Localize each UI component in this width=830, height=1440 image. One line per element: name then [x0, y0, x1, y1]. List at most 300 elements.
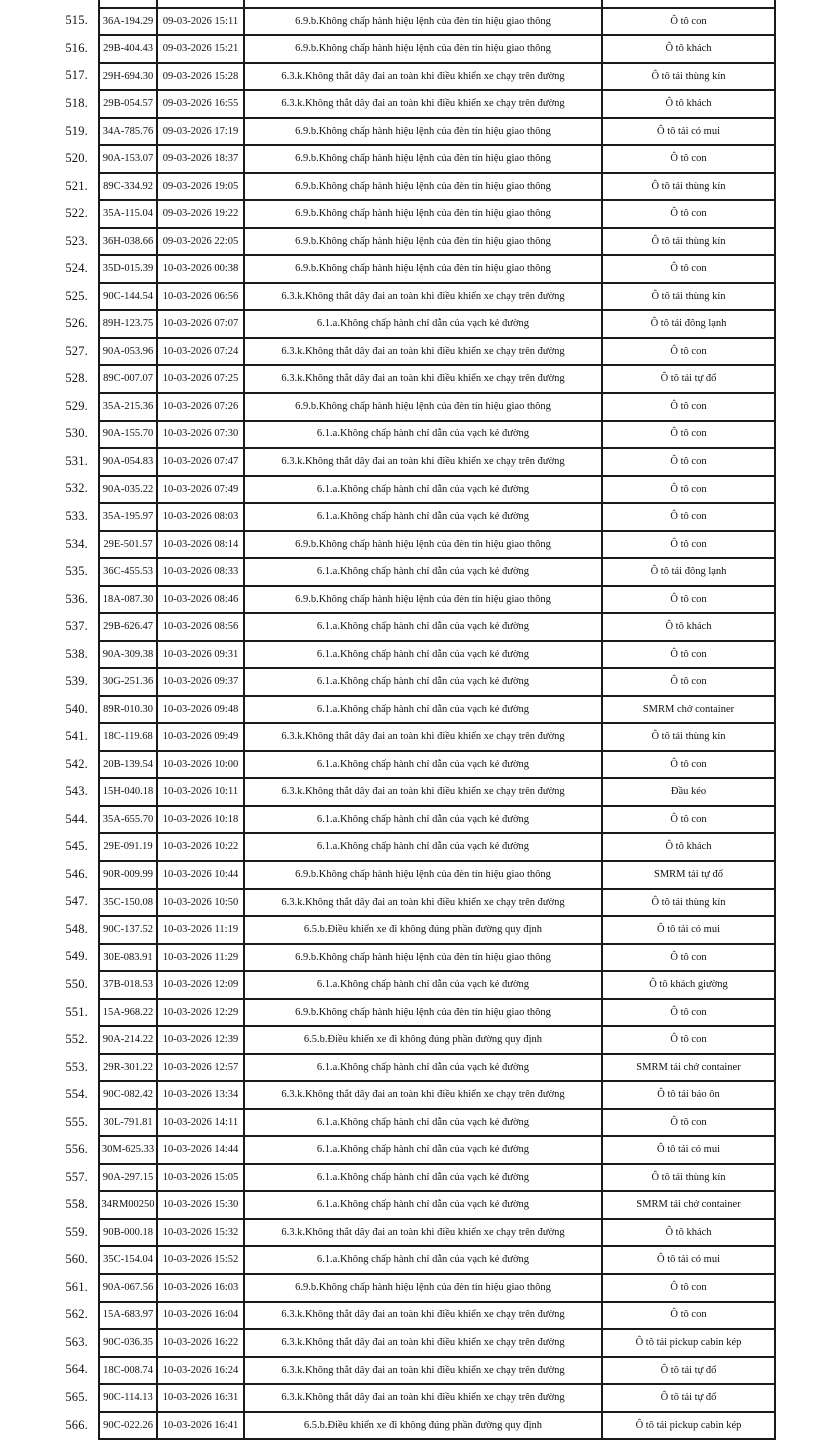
row-number: 563. — [0, 1329, 99, 1357]
table-row — [0, 613, 775, 641]
violation-description: 6.1.a.Không chấp hành chỉ dẫn của vạch kẻ đường — [244, 476, 602, 504]
violation-datetime: 10-03-2026 11:19 — [157, 916, 244, 944]
license-plate: 29E-091.19 — [99, 833, 157, 861]
table-row — [0, 145, 775, 173]
vehicle-type: Ô tô tải tự đổ — [602, 365, 775, 393]
license-plate: 89H-123.75 — [99, 310, 157, 338]
vehicle-type: Ô tô con — [602, 586, 775, 614]
table-row — [0, 944, 775, 972]
vehicle-type: Ô tô khách — [602, 613, 775, 641]
violation-description: 6.5.b.Điều khiển xe đi không đúng phần đường quy định — [244, 1412, 602, 1440]
violation-description: 6.9.b.Không chấp hành hiệu lệnh của đèn tín hiệu giao thông — [244, 255, 602, 283]
violation-description: 6.1.a.Không chấp hành chỉ dẫn của vạch kẻ đường — [244, 833, 602, 861]
vehicle-type: Ô tô tải đông lạnh — [602, 310, 775, 338]
vehicle-type: Ô tô tải thùng kín — [602, 228, 775, 256]
row-number — [0, 0, 99, 8]
violation-datetime: 10-03-2026 00:38 — [157, 255, 244, 283]
vehicle-type: Ô tô con — [602, 1109, 775, 1137]
violation-description: 6.1.a.Không chấp hành chỉ dẫn của vạch kẻ đường — [244, 641, 602, 669]
violation-datetime: 10-03-2026 14:11 — [157, 1109, 244, 1137]
violation-description: 6.9.b.Không chấp hành hiệu lệnh của đèn tín hiệu giao thông — [244, 173, 602, 201]
row-number: 560. — [0, 1246, 99, 1274]
license-plate: 35C-150.08 — [99, 889, 157, 917]
clipped-previous-row — [0, 0, 775, 8]
table-row — [0, 971, 775, 999]
violation-datetime: 10-03-2026 10:18 — [157, 806, 244, 834]
row-number: 548. — [0, 916, 99, 944]
table-row — [0, 696, 775, 724]
violation-datetime: 10-03-2026 12:57 — [157, 1054, 244, 1082]
row-number: 535. — [0, 558, 99, 586]
row-number: 520. — [0, 145, 99, 173]
table-row — [0, 1384, 775, 1412]
table-row — [0, 531, 775, 559]
violation-datetime: 10-03-2026 07:49 — [157, 476, 244, 504]
violation-description: 6.9.b.Không chấp hành hiệu lệnh của đèn tín hiệu giao thông — [244, 1274, 602, 1302]
table-row — [0, 806, 775, 834]
table-row — [0, 310, 775, 338]
table-row — [0, 751, 775, 779]
violation-datetime: 09-03-2026 15:11 — [157, 8, 244, 36]
vehicle-type: Ô tô con — [602, 1026, 775, 1054]
table-row — [0, 1191, 775, 1219]
violation-description: 6.1.a.Không chấp hành chỉ dẫn của vạch kẻ đường — [244, 310, 602, 338]
violation-datetime: 10-03-2026 16:22 — [157, 1329, 244, 1357]
violation-datetime: 10-03-2026 12:09 — [157, 971, 244, 999]
row-number: 552. — [0, 1026, 99, 1054]
license-plate: 35A-115.04 — [99, 200, 157, 228]
vehicle-type: Ô tô khách — [602, 35, 775, 63]
violation-description: 6.9.b.Không chấp hành hiệu lệnh của đèn tín hiệu giao thông — [244, 8, 602, 36]
license-plate: 90A-035.22 — [99, 476, 157, 504]
violation-description: 6.3.k.Không thắt dây đai an toàn khi điều khiển xe chạy trên đường — [244, 1329, 602, 1357]
vehicle-type: Ô tô con — [602, 503, 775, 531]
vehicle-type: Ô tô tải pickup cabin kép — [602, 1412, 775, 1440]
table-row — [0, 668, 775, 696]
row-number: 561. — [0, 1274, 99, 1302]
violation-datetime: 10-03-2026 09:49 — [157, 723, 244, 751]
violation-description: 6.3.k.Không thắt dây đai an toàn khi điều khiển xe chạy trên đường — [244, 1357, 602, 1385]
license-plate: 35A-215.36 — [99, 393, 157, 421]
license-plate: 29B-404.43 — [99, 35, 157, 63]
vehicle-type: SMRM tải chở container — [602, 1054, 775, 1082]
vehicle-type: Ô tô con — [602, 806, 775, 834]
violation-datetime: 10-03-2026 07:25 — [157, 365, 244, 393]
vehicle-type: Ô tô con — [602, 1302, 775, 1330]
table-row — [0, 833, 775, 861]
violation-description: 6.3.k.Không thắt dây đai an toàn khi điều khiển xe chạy trên đường — [244, 90, 602, 118]
table-row — [0, 393, 775, 421]
vehicle-type: Ô tô con — [602, 1274, 775, 1302]
row-number: 532. — [0, 476, 99, 504]
violation-description: 6.3.k.Không thắt dây đai an toàn khi điều khiển xe chạy trên đường — [244, 283, 602, 311]
row-number: 547. — [0, 889, 99, 917]
table-row — [0, 338, 775, 366]
row-number: 531. — [0, 448, 99, 476]
vehicle-type: Ô tô con — [602, 421, 775, 449]
row-number: 523. — [0, 228, 99, 256]
vehicle-type: Ô tô khách giường — [602, 971, 775, 999]
violation-datetime: 10-03-2026 08:56 — [157, 613, 244, 641]
violation-datetime: 10-03-2026 10:22 — [157, 833, 244, 861]
violation-datetime: 10-03-2026 15:05 — [157, 1164, 244, 1192]
vehicle-type: Ô tô con — [602, 145, 775, 173]
table-row — [0, 1136, 775, 1164]
row-number: 565. — [0, 1384, 99, 1412]
violation-description: 6.1.a.Không chấp hành chỉ dẫn của vạch kẻ đường — [244, 1191, 602, 1219]
vehicle-type: Ô tô tải pickup cabin kép — [602, 1329, 775, 1357]
violation-datetime: 10-03-2026 09:37 — [157, 668, 244, 696]
license-plate: 18A-087.30 — [99, 586, 157, 614]
table-row — [0, 916, 775, 944]
license-plate: 29H-694.30 — [99, 63, 157, 91]
violation-description: 6.1.a.Không chấp hành chỉ dẫn của vạch kẻ đường — [244, 503, 602, 531]
row-number: 557. — [0, 1164, 99, 1192]
violation-datetime: 10-03-2026 06:56 — [157, 283, 244, 311]
row-number: 534. — [0, 531, 99, 559]
license-plate: 90A-053.96 — [99, 338, 157, 366]
vehicle-type: Ô tô tải có mui — [602, 1246, 775, 1274]
license-plate: 89R-010.30 — [99, 696, 157, 724]
license-plate: 90B-000.18 — [99, 1219, 157, 1247]
row-number: 545. — [0, 833, 99, 861]
license-plate: 90R-009.99 — [99, 861, 157, 889]
table-row — [0, 228, 775, 256]
vehicle-type: Ô tô tải đông lạnh — [602, 558, 775, 586]
violation-datetime: 10-03-2026 16:04 — [157, 1302, 244, 1330]
violation-datetime: 10-03-2026 11:29 — [157, 944, 244, 972]
row-number: 542. — [0, 751, 99, 779]
row-number: 515. — [0, 8, 99, 36]
license-plate: 90C-082.42 — [99, 1081, 157, 1109]
violation-datetime: 10-03-2026 15:32 — [157, 1219, 244, 1247]
table-row — [0, 641, 775, 669]
row-number: 530. — [0, 421, 99, 449]
vehicle-type: Ô tô khách — [602, 833, 775, 861]
license-plate: 29E-501.57 — [99, 531, 157, 559]
violation-datetime — [157, 0, 244, 8]
license-plate: 29B-626.47 — [99, 613, 157, 641]
row-number: 550. — [0, 971, 99, 999]
row-number: 536. — [0, 586, 99, 614]
violation-description: 6.3.k.Không thắt dây đai an toàn khi điều khiển xe chạy trên đường — [244, 1219, 602, 1247]
license-plate: 18C-119.68 — [99, 723, 157, 751]
vehicle-type: Ô tô khách — [602, 1219, 775, 1247]
row-number: 539. — [0, 668, 99, 696]
violation-datetime: 10-03-2026 10:50 — [157, 889, 244, 917]
violation-datetime: 10-03-2026 10:44 — [157, 861, 244, 889]
table-row — [0, 1412, 775, 1440]
violation-description: 6.1.a.Không chấp hành chỉ dẫn của vạch kẻ đường — [244, 1246, 602, 1274]
violation-description: 6.9.b.Không chấp hành hiệu lệnh của đèn tín hiệu giao thông — [244, 228, 602, 256]
table-row — [0, 283, 775, 311]
license-plate: 90A-297.15 — [99, 1164, 157, 1192]
license-plate: 30M-625.33 — [99, 1136, 157, 1164]
vehicle-type: Ô tô con — [602, 200, 775, 228]
row-number: 516. — [0, 35, 99, 63]
license-plate: 35A-195.97 — [99, 503, 157, 531]
row-number: 543. — [0, 778, 99, 806]
row-number: 541. — [0, 723, 99, 751]
violation-description: 6.9.b.Không chấp hành hiệu lệnh của đèn tín hiệu giao thông — [244, 145, 602, 173]
table-row — [0, 558, 775, 586]
table-row — [0, 723, 775, 751]
vehicle-type: Ô tô tải thùng kín — [602, 173, 775, 201]
violation-description: 6.1.a.Không chấp hành chỉ dẫn của vạch kẻ đường — [244, 696, 602, 724]
table-row — [0, 8, 775, 36]
violation-datetime: 10-03-2026 07:24 — [157, 338, 244, 366]
violation-description: 6.1.a.Không chấp hành chỉ dẫn của vạch kẻ đường — [244, 668, 602, 696]
license-plate: 90C-036.35 — [99, 1329, 157, 1357]
violation-description: 6.1.a.Không chấp hành chỉ dẫn của vạch kẻ đường — [244, 806, 602, 834]
row-number: 517. — [0, 63, 99, 91]
violation-description: 6.3.k.Không thắt dây đai an toàn khi điều khiển xe chạy trên đường — [244, 365, 602, 393]
table-row — [0, 1274, 775, 1302]
vehicle-type — [602, 0, 775, 8]
violation-description: 6.9.b.Không chấp hành hiệu lệnh của đèn tín hiệu giao thông — [244, 35, 602, 63]
vehicle-type: Ô tô tải có mui — [602, 916, 775, 944]
violation-datetime: 09-03-2026 15:21 — [157, 35, 244, 63]
violation-description: 6.3.k.Không thắt dây đai an toàn khi điều khiển xe chạy trên đường — [244, 338, 602, 366]
license-plate — [99, 0, 157, 8]
violation-description: 6.5.b.Điều khiển xe đi không đúng phần đường quy định — [244, 1026, 602, 1054]
license-plate: 90A-067.56 — [99, 1274, 157, 1302]
violation-datetime: 09-03-2026 22:05 — [157, 228, 244, 256]
vehicle-type: Ô tô tải có mui — [602, 118, 775, 146]
license-plate: 89C-334.92 — [99, 173, 157, 201]
vehicle-type: Ô tô tải thùng kín — [602, 1164, 775, 1192]
row-number: 527. — [0, 338, 99, 366]
license-plate: 15A-683.97 — [99, 1302, 157, 1330]
vehicle-type: Ô tô con — [602, 641, 775, 669]
violation-datetime: 10-03-2026 09:48 — [157, 696, 244, 724]
vehicle-type: Ô tô con — [602, 476, 775, 504]
row-number: 564. — [0, 1357, 99, 1385]
violation-description: 6.3.k.Không thắt dây đai an toàn khi điều khiển xe chạy trên đường — [244, 723, 602, 751]
license-plate: 15H-040.18 — [99, 778, 157, 806]
violation-datetime: 10-03-2026 16:03 — [157, 1274, 244, 1302]
license-plate: 90A-054.83 — [99, 448, 157, 476]
violation-datetime: 10-03-2026 15:30 — [157, 1191, 244, 1219]
vehicle-type: SMRM tải chở container — [602, 1191, 775, 1219]
table-row — [0, 503, 775, 531]
row-number: 519. — [0, 118, 99, 146]
violation-datetime: 10-03-2026 08:03 — [157, 503, 244, 531]
table-row — [0, 1054, 775, 1082]
violation-datetime: 10-03-2026 16:24 — [157, 1357, 244, 1385]
row-number: 546. — [0, 861, 99, 889]
violation-datetime: 10-03-2026 15:52 — [157, 1246, 244, 1274]
row-number: 551. — [0, 999, 99, 1027]
table-row — [0, 118, 775, 146]
vehicle-type: Ô tô con — [602, 999, 775, 1027]
table-row — [0, 1081, 775, 1109]
violation-datetime: 10-03-2026 14:44 — [157, 1136, 244, 1164]
table-row — [0, 1219, 775, 1247]
row-number: 521. — [0, 173, 99, 201]
table-row — [0, 35, 775, 63]
row-number: 544. — [0, 806, 99, 834]
table-row — [0, 1109, 775, 1137]
license-plate: 36A-194.29 — [99, 8, 157, 36]
row-number: 526. — [0, 310, 99, 338]
violation-datetime: 09-03-2026 17:19 — [157, 118, 244, 146]
row-number: 522. — [0, 200, 99, 228]
violation-description: 6.3.k.Không thắt dây đai an toàn khi điều khiển xe chạy trên đường — [244, 1081, 602, 1109]
license-plate: 90C-022.26 — [99, 1412, 157, 1440]
vehicle-type: Ô tô con — [602, 944, 775, 972]
table-row — [0, 365, 775, 393]
license-plate: 34A-785.76 — [99, 118, 157, 146]
row-number: 556. — [0, 1136, 99, 1164]
violation-datetime: 10-03-2026 07:26 — [157, 393, 244, 421]
table-row — [0, 999, 775, 1027]
vehicle-type: Ô tô con — [602, 668, 775, 696]
table-row — [0, 1246, 775, 1274]
license-plate: 90A-153.07 — [99, 145, 157, 173]
row-number: 537. — [0, 613, 99, 641]
vehicle-type: Ô tô tải thùng kín — [602, 283, 775, 311]
row-number: 554. — [0, 1081, 99, 1109]
violation-datetime: 10-03-2026 08:33 — [157, 558, 244, 586]
violation-description: 6.1.a.Không chấp hành chỉ dẫn của vạch kẻ đường — [244, 558, 602, 586]
license-plate: 30L-791.81 — [99, 1109, 157, 1137]
violation-datetime: 10-03-2026 16:41 — [157, 1412, 244, 1440]
license-plate: 20B-139.54 — [99, 751, 157, 779]
violation-datetime: 10-03-2026 12:29 — [157, 999, 244, 1027]
license-plate: 36C-455.53 — [99, 558, 157, 586]
violation-datetime: 10-03-2026 07:07 — [157, 310, 244, 338]
violation-description: 6.1.a.Không chấp hành chỉ dẫn của vạch kẻ đường — [244, 613, 602, 641]
table-row — [0, 861, 775, 889]
table-row — [0, 778, 775, 806]
vehicle-type: Đầu kéo — [602, 778, 775, 806]
license-plate: 37B-018.53 — [99, 971, 157, 999]
violation-description: 6.1.a.Không chấp hành chỉ dẫn của vạch kẻ đường — [244, 751, 602, 779]
violation-description — [244, 0, 602, 8]
violation-description: 6.9.b.Không chấp hành hiệu lệnh của đèn tín hiệu giao thông — [244, 861, 602, 889]
table-row — [0, 63, 775, 91]
license-plate: 90A-214.22 — [99, 1026, 157, 1054]
vehicle-type: Ô tô con — [602, 531, 775, 559]
license-plate: 90C-137.52 — [99, 916, 157, 944]
violation-datetime: 10-03-2026 09:31 — [157, 641, 244, 669]
vehicle-type: Ô tô con — [602, 751, 775, 779]
license-plate: 29R-301.22 — [99, 1054, 157, 1082]
violation-datetime: 09-03-2026 19:05 — [157, 173, 244, 201]
violation-datetime: 10-03-2026 16:31 — [157, 1384, 244, 1412]
violation-description: 6.1.a.Không chấp hành chỉ dẫn của vạch kẻ đường — [244, 421, 602, 449]
violation-description: 6.3.k.Không thắt dây đai an toàn khi điều khiển xe chạy trên đường — [244, 1384, 602, 1412]
violation-description: 6.9.b.Không chấp hành hiệu lệnh của đèn tín hiệu giao thông — [244, 118, 602, 146]
violation-datetime: 10-03-2026 10:00 — [157, 751, 244, 779]
license-plate: 15A-968.22 — [99, 999, 157, 1027]
violation-description: 6.9.b.Không chấp hành hiệu lệnh của đèn tín hiệu giao thông — [244, 944, 602, 972]
vehicle-type: Ô tô tải tự đổ — [602, 1384, 775, 1412]
violation-datetime: 10-03-2026 07:30 — [157, 421, 244, 449]
table-row — [0, 1164, 775, 1192]
violation-description: 6.9.b.Không chấp hành hiệu lệnh của đèn tín hiệu giao thông — [244, 393, 602, 421]
violation-datetime: 10-03-2026 07:47 — [157, 448, 244, 476]
vehicle-type: Ô tô con — [602, 448, 775, 476]
violation-description: 6.3.k.Không thắt dây đai an toàn khi điều khiển xe chạy trên đường — [244, 889, 602, 917]
row-number: 553. — [0, 1054, 99, 1082]
row-number: 559. — [0, 1219, 99, 1247]
row-number: 533. — [0, 503, 99, 531]
vehicle-type: Ô tô tải tự đổ — [602, 1357, 775, 1385]
table-row — [0, 90, 775, 118]
table-row — [0, 1357, 775, 1385]
table-row — [0, 1302, 775, 1330]
table-row — [0, 586, 775, 614]
table-row — [0, 889, 775, 917]
row-number: 558. — [0, 1191, 99, 1219]
license-plate: 29B-054.57 — [99, 90, 157, 118]
license-plate: 18C-008.74 — [99, 1357, 157, 1385]
license-plate: 35C-154.04 — [99, 1246, 157, 1274]
violation-datetime: 10-03-2026 08:46 — [157, 586, 244, 614]
table-row — [0, 173, 775, 201]
violation-description: 6.3.k.Không thắt dây đai an toàn khi điều khiển xe chạy trên đường — [244, 63, 602, 91]
violation-description: 6.1.a.Không chấp hành chỉ dẫn của vạch kẻ đường — [244, 1164, 602, 1192]
violation-datetime: 10-03-2026 08:14 — [157, 531, 244, 559]
violation-datetime: 10-03-2026 13:34 — [157, 1081, 244, 1109]
vehicle-type: SMRM tải tự đổ — [602, 861, 775, 889]
table-row — [0, 200, 775, 228]
license-plate: 34RM00250 — [99, 1191, 157, 1219]
violation-description: 6.9.b.Không chấp hành hiệu lệnh của đèn tín hiệu giao thông — [244, 200, 602, 228]
license-plate: 89C-007.07 — [99, 365, 157, 393]
license-plate: 36H-038.66 — [99, 228, 157, 256]
violation-description: 6.3.k.Không thắt dây đai an toàn khi điều khiển xe chạy trên đường — [244, 778, 602, 806]
violation-datetime: 09-03-2026 18:37 — [157, 145, 244, 173]
license-plate: 30G-251.36 — [99, 668, 157, 696]
vehicle-type: Ô tô khách — [602, 90, 775, 118]
table-row — [0, 421, 775, 449]
vehicle-type: Ô tô con — [602, 393, 775, 421]
vehicle-type: Ô tô tải thùng kín — [602, 63, 775, 91]
row-number: 529. — [0, 393, 99, 421]
table-row — [0, 476, 775, 504]
violation-description: 6.9.b.Không chấp hành hiệu lệnh của đèn tín hiệu giao thông — [244, 586, 602, 614]
row-number: 555. — [0, 1109, 99, 1137]
row-number: 518. — [0, 90, 99, 118]
row-number: 566. — [0, 1412, 99, 1440]
license-plate: 30E-083.91 — [99, 944, 157, 972]
license-plate: 90C-114.13 — [99, 1384, 157, 1412]
violation-description: 6.1.a.Không chấp hành chỉ dẫn của vạch kẻ đường — [244, 1054, 602, 1082]
vehicle-type: Ô tô con — [602, 338, 775, 366]
table-row — [0, 1329, 775, 1357]
row-number: 525. — [0, 283, 99, 311]
vehicle-type: SMRM chở container — [602, 696, 775, 724]
table-row — [0, 448, 775, 476]
license-plate: 35D-015.39 — [99, 255, 157, 283]
vehicle-type: Ô tô con — [602, 8, 775, 36]
vehicle-type: Ô tô con — [602, 255, 775, 283]
license-plate: 90C-144.54 — [99, 283, 157, 311]
violation-description: 6.1.a.Không chấp hành chỉ dẫn của vạch kẻ đường — [244, 1136, 602, 1164]
violation-description: 6.3.k.Không thắt dây đai an toàn khi điều khiển xe chạy trên đường — [244, 1302, 602, 1330]
violation-description: 6.5.b.Điều khiển xe đi không đúng phần đường quy định — [244, 916, 602, 944]
violation-datetime: 09-03-2026 16:55 — [157, 90, 244, 118]
violation-datetime: 10-03-2026 10:11 — [157, 778, 244, 806]
table-row — [0, 1026, 775, 1054]
table-row — [0, 255, 775, 283]
violation-description: 6.3.k.Không thắt dây đai an toàn khi điều khiển xe chạy trên đường — [244, 448, 602, 476]
violation-datetime: 09-03-2026 19:22 — [157, 200, 244, 228]
row-number: 549. — [0, 944, 99, 972]
